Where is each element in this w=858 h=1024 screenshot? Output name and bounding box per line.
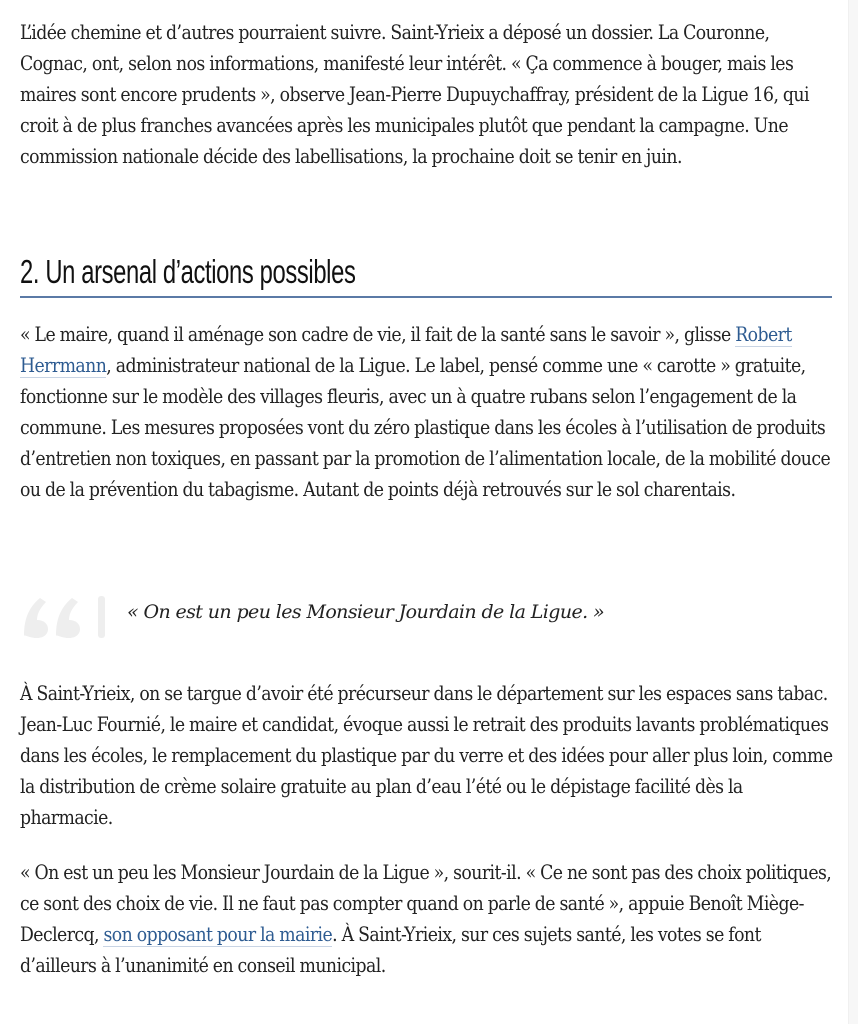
- paragraph-intro: L’idée chemine et d’autres pourraient suivre. Saint-Yrieix a déposé un dossier. La Couronne, Cognac, ont, selon nos informations, manifesté leur intérêt. « Ça commence à bouger, mais les maires sont encore prudents », observe Jean-Pierre Dupuychaffray, président de la Ligue 16, qui croit à de plus franches avancées après les municipales plutôt que pendant la campagne. Une commission nationale décide des labellisations, la prochaine doit se tenir en juin.: [20, 21, 809, 168]
- pull-quote: [20, 590, 835, 640]
- paragraph-text: , administrateur national de la Ligue. Le label, pensé comme une « carotte » gratuite, fonctionne sur le modèle des villages fleuris, avec un à quatre rubans selon l’engagement de la commune. Les mesures proposées vont du zéro plastique dans les écoles à l’utilisation de produits d’entretien non toxiques, en passant par la promotion de l’alimentation locale, de la mobilité douce ou de la prévention du tabagisme. Autant de points déjà retrouvés sur le sol charentais.: [20, 354, 831, 501]
- heading-underline: [20, 296, 832, 298]
- quote-icon: [20, 592, 110, 640]
- section-heading: 2. Un arsenal d’actions possibles: [20, 253, 356, 290]
- link-opposant-mairie[interactable]: son opposant pour la mairie: [103, 923, 333, 946]
- paragraph-text: . À Saint-Yrieix, sur ces sujets santé, les votes se font d’ailleurs à l’unanimité en conseil municipal.: [20, 923, 761, 977]
- pull-quote-text: « On est un peu les Monsieur Jourdain de la Ligue. »: [127, 601, 605, 623]
- paragraph-text: « On est un peu les Monsieur Jourdain de la Ligue », sourit-il. « Ce ne sont pas des choix politiques, ce sont des choix de vie. Il ne faut pas compter quand on parle de santé », appuie Benoît Miège-Declercq,: [20, 861, 832, 946]
- link-robert-herrmann[interactable]: Robert Herrmann: [20, 323, 792, 377]
- scrollbar-track[interactable]: [848, 0, 858, 1024]
- paragraph-arsenal: [20, 319, 835, 505]
- paragraph-saint-yrieix: À Saint-Yrieix, on se targue d’avoir été précurseur dans le département sur les espaces sans tabac. Jean-Luc Fournié, le maire et candidat, évoque aussi le retrait des produits lavants problématiques dans les écoles, le remplacement du plastique par du verre et des idées pour aller plus loin, comme la distribution de crème solaire gratuite au plan d’eau l’été ou le dépistage facilité dès la pharmacie.: [20, 682, 833, 829]
- paragraph-text: « Le maire, quand il aménage son cadre de vie, il fait de la santé sans le savoir », glisse: [20, 323, 736, 346]
- paragraph-jourdain: [20, 857, 835, 981]
